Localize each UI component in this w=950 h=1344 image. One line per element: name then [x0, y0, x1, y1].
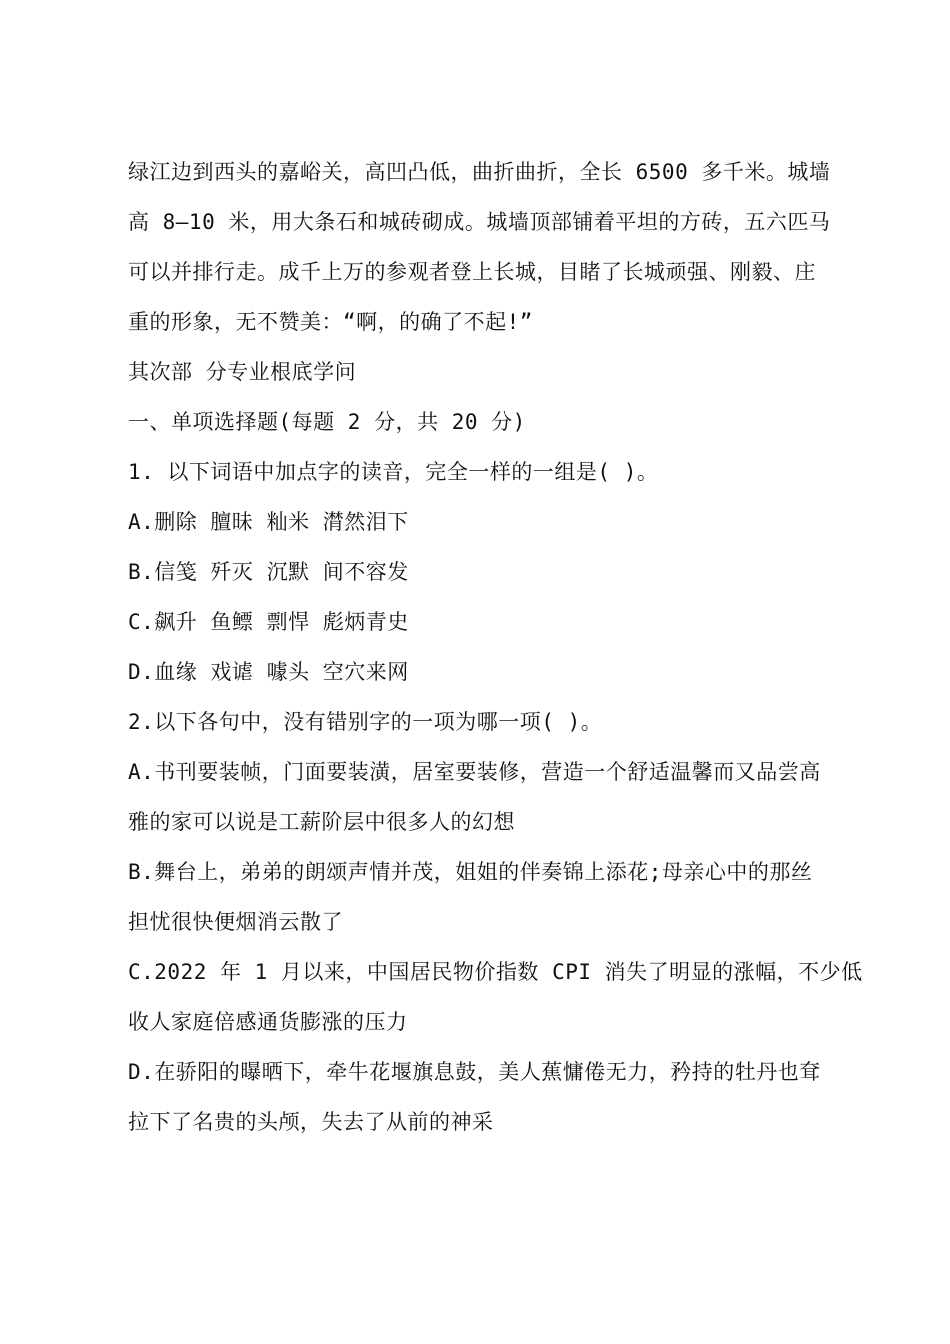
question-2-option-d-line-1: D.在骄阳的曝晒下，牵牛花堰旗息鼓，美人蕉慵倦无力，矜持的牡丹也耷 — [128, 1060, 821, 1084]
question-1-option-a: A.删除 膻昧 籼米 潸然泪下 — [128, 510, 409, 534]
section-title: 其次部 分专业根底学问 — [128, 360, 357, 384]
question-2-option-c-line-1: C.2022 年 1 月以来，中国居民物价指数 CPI 消失了明显的涨幅，不少低 — [128, 960, 863, 984]
question-1-option-b: B.信笺 歼灭 沉默 间不容发 — [128, 560, 409, 584]
question-1-stem: 1. 以下词语中加点字的读音，完全一样的一组是( )。 — [128, 460, 659, 484]
question-2-option-b-line-1: B.舞台上，弟弟的朗颂声情并茂，姐姐的伴奏锦上添花;母亲心中的那丝 — [128, 860, 813, 884]
passage-line-2: 高 8—10 米，用大条石和城砖砌成。城墙顶部铺着平坦的方砖，五六匹马 — [128, 210, 831, 234]
question-2-option-a-line-1: A.书刊要装帧，门面要装潢，居室要装修，营造一个舒适温馨而又品尝高 — [128, 760, 821, 784]
passage-line-1: 绿江边到西头的嘉峪关，高凹凸低，曲折曲折，全长 6500 多千米。城墙 — [128, 160, 831, 184]
question-2-option-d-line-2: 拉下了名贵的头颅，失去了从前的神采 — [128, 1110, 494, 1134]
question-2-stem: 2.以下各句中，没有错别字的一项为哪一项( )。 — [128, 710, 603, 734]
passage-line-4: 重的形象，无不赞美：“啊，的确了不起!” — [128, 310, 533, 334]
question-2-option-c-line-2: 收人家庭倍感通货膨涨的压力 — [128, 1010, 408, 1034]
question-1-option-c: C.飙升 鱼鳔 剽悍 彪炳青史 — [128, 610, 409, 634]
question-1-option-d: D.血缘 戏谑 噱头 空穴来网 — [128, 660, 409, 684]
part-title: 一、单项选择题(每题 2 分，共 20 分) — [128, 410, 526, 434]
question-2-option-a-line-2: 雅的家可以说是工薪阶层中很多人的幻想 — [128, 810, 515, 834]
question-2-option-b-line-2: 担忧很快便烟消云散了 — [128, 910, 343, 934]
passage-line-3: 可以并排行走。成千上万的参观者登上长城，目睹了长城顽强、刚毅、庄 — [128, 260, 816, 284]
